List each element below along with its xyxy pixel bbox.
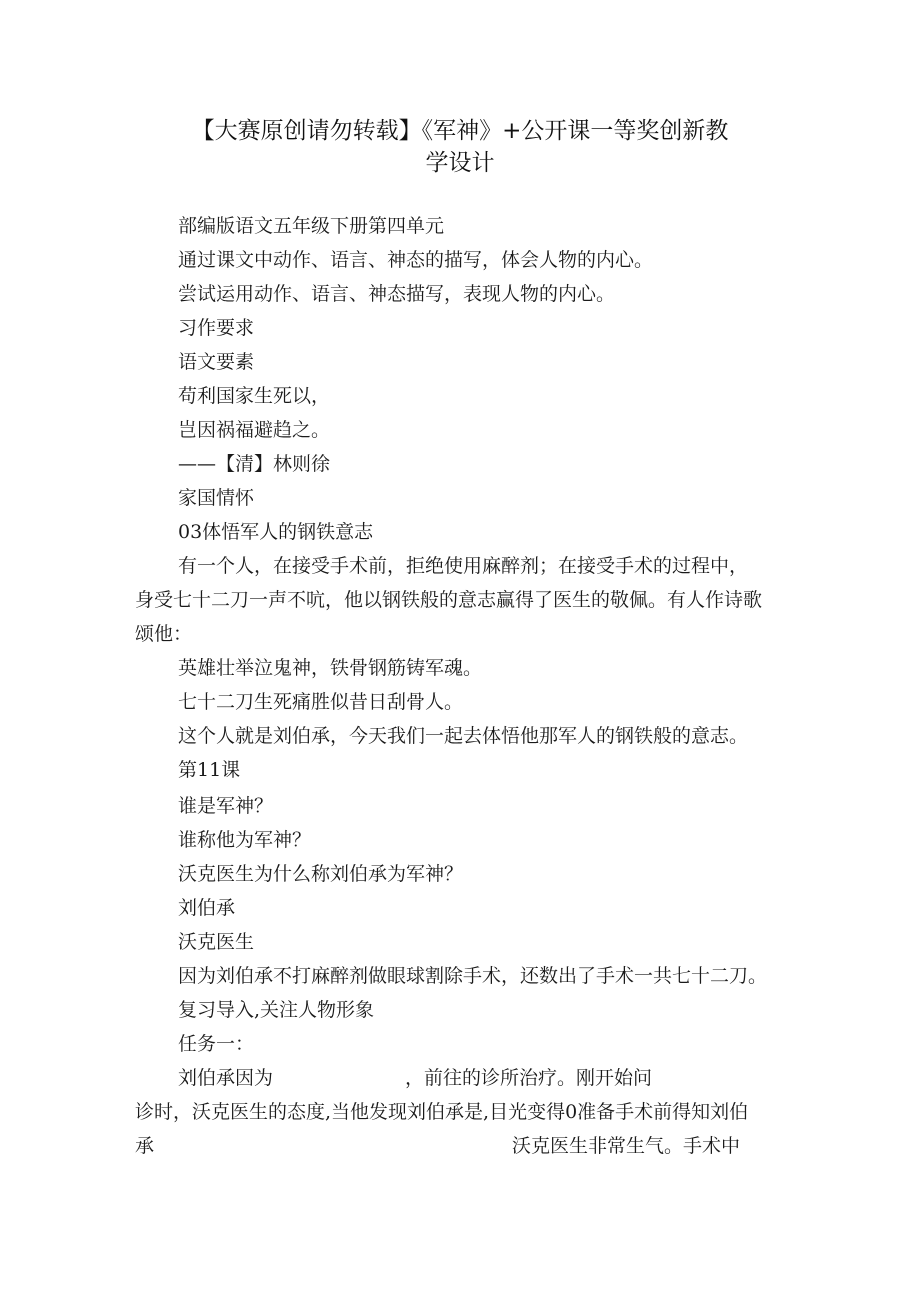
paragraph-reveal: 这个人就是刘伯承，今天我们一起去体悟他那军人的钢铁般的意志。 [178,725,749,747]
question-3: 沃克医生为什么称刘伯承为军神？ [178,863,464,885]
lesson-number: 第11课 [178,759,241,781]
paragraph-intro-line-1: 有一个人，在接受手术前，拒绝使用麻醉剂；在接受手术的过程中， [178,555,749,577]
label-writing-requirement: 习作要求 [178,317,255,339]
fill-blank-line-3-start: 承 [135,1135,155,1157]
question-2: 谁称他为军神？ [178,829,312,851]
fill-blank-line-2: 诊时，沃克医生的态度,当他发现刘伯承是,目光变得0准备手术前得知刘伯 [135,1101,749,1123]
fill-blank-line-1-end: ，前往的诊所治疗。刚开始问 [405,1067,653,1089]
poem-author: ——【清】林则徐 [178,453,331,475]
document-title-line-1: 【大赛原创请勿转载】《军神》+公开课一等奖创新教 [191,118,729,144]
label-language-element: 语文要素 [178,351,255,373]
verse-line-2: 七十二刀生死痛胜似昔日刮骨人。 [178,691,464,713]
section-review-intro: 复习导入,关注人物形象 [178,999,375,1021]
label-patriotism: 家国情怀 [178,487,255,509]
question-1: 谁是军神？ [178,795,274,817]
paragraph-intro-line-2: 身受七十二刀一声不吭，他以钢铁般的意志赢得了医生的敬佩。有人作诗歌 [135,589,763,611]
answer-doctor-walker: 沃克医生 [178,931,255,953]
poem-line-1: 苟利国家生死以， [178,385,331,407]
poem-line-2: 岂因祸福避趋之。 [178,419,331,441]
paragraph-intro-line-3: 颂他： [135,623,193,645]
section-heading-03: 03体悟军人的钢铁意志 [178,521,374,543]
fill-blank-line-3-end: 沃克医生非常生气。手术中 [512,1135,741,1157]
document-title-line-2: 学设计 [425,150,495,176]
answer-liu-bocheng: 刘伯承 [178,897,236,919]
answer-reason: 因为刘伯承不打麻醉剂做眼球割除手术，还数出了手术一共七十二刀。 [178,965,768,987]
objective-1: 通过课文中动作、语言、神态的描写，体会人物的内心。 [178,249,654,271]
verse-line-1: 英雄壮举泣鬼神，铁骨钢筋铸军魂。 [178,657,483,679]
objective-2: 尝试运用动作、语言、神态描写，表现人物的内心。 [178,283,616,305]
unit-line: 部编版语文五年级下册第四单元 [178,215,445,237]
fill-blank-line-1-start: 刘伯承因为 [178,1067,274,1089]
task-1-label: 任务一： [178,1033,255,1055]
